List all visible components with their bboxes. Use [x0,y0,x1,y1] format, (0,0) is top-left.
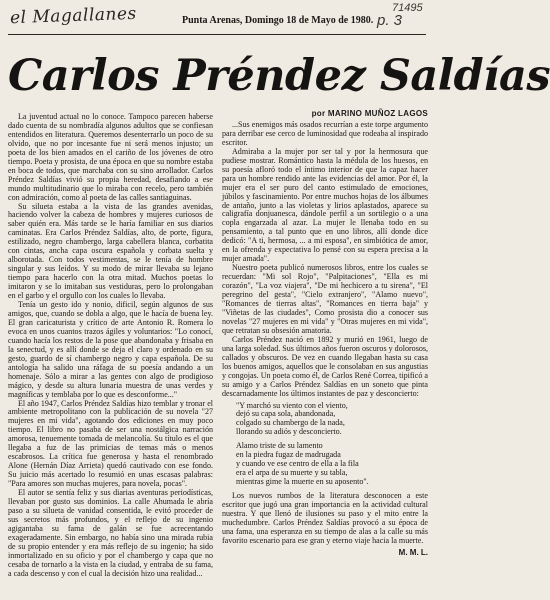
handwritten-archive-code: 71495 [392,2,423,14]
article-column-left [8,113,213,595]
paragraph: La juventud actual no lo conoce. Tampoco parecen haberse dado cuenta de su nombradía algunos adultos que se confiesan entendidos en literatura. Queremos desenterrarlo un poco de su olvido, que no por incesante fue ni será menos injusto; un poeta de los bien amados en el cariño de los jóvenes de otro tiempo. Poeta y prosista, de una época en que su nombre estaba en boca de todos, que marchaba con su sino arrollador. Carlos Préndez Saldías vivió su propia heredad, desafiando a ese mundo multitudinario que lo miraba con recelo, pero también con admiración, como al poeta de las calles santiaguinas. [8,112,213,202]
paragraph: ...Sus enemigos más osados recurrían a este torpe argumento para derribar ese cerco de luminosidad que rodeaba al inspirado escritor. [222,119,428,147]
paragraph: Su silueta estaba a la vista de las grandes avenidas, haciendo volver la cabeza de hombres y mujeres curiosos de saber quién era. Más tarde se le haría familiar en sus diarios caminatas. Era Carlos Préndez Saldías, alto, de porte, figura, estilizado, negro chambergo, larga cabellera blanca, corbatita con cintas, ancha capa oscura española y corbata suelta y alborotada. Con todos vestimentas, se le tenía de hombre singular y sus leídos. Y su modo de mirar llevaba su lejano tiempo para hacerlo con la otra mitad. Muchos poetas lo imitaron y se lo imitaban sus vestiduras, pero lo prolongaban en el garbo y el orgullo con los cuales lo llevaba. [8,201,213,301]
article-headline: Carlos Préndez Saldías [8,51,550,101]
sonnet-line: "Y marchó su viento con el viento, [236,400,348,410]
sonnet-line: colgado su chambergo de la nada, [236,418,345,428]
paragraph: El autor se sentía feliz y sus diarias aventuras periodísticas, llevaban por gusto sus dominios. La calle Ahumada le abría paso a su silueta de vanidad consentida, le evitó proceder de sus secretos más profundos, y el reflejo de su ingenio agigantaba su fama de galán se fue acrecentando exageradamente. Sin embargo, no había sino una mirada rubia de su propio entender y era más reflejo de su ingenio; ha sido inmortalizado en su oficio y por el chambergo y capa que no cesaba de tornarlo a la vista en la ciudad, y entraba de su fama, a cada descenso y con el cual la decisión hizo una realidad... [8,488,213,578]
handwritten-page-mark: p. 3 [377,12,403,29]
sonnet-line: y cuando ve ese centro de ella a la fila [236,459,359,469]
masthead: el Magallanes [9,3,138,29]
paragraph: Admiraba a la mujer por ser tal y por la hermosura que pudiese mostrar. Romántico hasta la médula de los huesos, en su poesía afloró todo el íntimo interior de que la capaz hacer para un hombre rendido ante las evidencias del amor. Por él, la mujer era el ser puro del canto estimulado de emociones, júbilos y fascinamiento. Por entre muchos hojas de los álbumes de antaño, junto a las violetas y lirios aplastados, aparece su caligrafía donjuanesca, dándole perfil a un sortilegio o a una copla engarzada al azar. La mujer le llenaba todo en su pensamiento, a tal punto que en uno libros, allí donde dice dedicó: "A ti, hermosa, ... a mi esposa", en simbiótica de amor, en la ofrenda y expectativa lo pensé con su espera precisa a la mujer amada". [222,146,428,264]
sonnet-stanza [236,442,428,487]
paragraph: Carlos Préndez nació en 1892 y murió en 1961, luego de una larga soledad. Sus últimos años fueron oscuros y dolorosos, callados y obscuros. De vez en cuando llegaban hasta su casa los buenos amigos, aquellos que le consolaban en sus angustias y congojas. Un poeta como él, de Carlos René Correa, tipificó a su amigo y a Carlos Préndez Saldías en un soneto que pinta descarnadamente los últimos instantes de paz y desconcierto: [222,334,428,398]
sonnet-line: Alamo triste de su lamento [236,441,323,451]
paragraph: Los nuevos rumbos de la literatura desconocen a este escritor que jugó una gran importancia en la actividad cultural nuestra. Y que llenó de ilusiones su paso y el mito entre la muchedumbre. Carlos Préndez Saldías provocó a su época de una fama, una esperanza en su tiempo de alas a la calle su más favorito escenario para ese gran y eterno viaje hacia la muerte. [222,491,428,545]
paragraph: Tenía un gesto ido y nonio, dificil, según algunos de sus amigos, que, cuando se dobla a algo, que le hacía de buena ley. El gran caricaturista y crítico de arte Antonio R. Romera lo evoca en unos cuantos trazos ágiles y voluntarios: "Lo conocí, cuando hacía los restos de la pose que abandonaba y frisaba en la senectud, y es allí donde se deja el claro y ordenado en su gesto, guardo de sí chambergo negro y capa española. De su antología ha salido una ráfaga de su poesía andando a un homenaje. Sólo a mirar a las gentes con algo de prodigioso mágico, y desde su altura lunaria muestra de unas verdes y magníficas y temblaba por lo que es desconforme..." [8,300,213,399]
header-rule [8,34,426,35]
sonnet-line: mientras gime la muerte en su aposento". [236,477,369,487]
paragraph: El año 1947, Carlos Préndez Saldías hizo temblar y tronar el ambiente metropolitano con la publicación de su novela "27 mujeres en mi vida", agotando dos ediciones en muy poco tiempo. El libro no pasaba de ser una nostálgica narración amorosa, tenuemente tomada de melancolía. Su título es el que llegaba a fuz de las primicias de temas más o menos escabrosos. La crítica fue generosa y hasta el renombrado Alone (Hernán Díaz Arrieta) quedó cautivado con ese fondo. Su juicio más acertado lo resumió en unas escasas palabras: "Para amores son muchas mujeres, para novela, pocas". [8,398,213,489]
quoted-sonnet [236,402,428,488]
sonnet-line: llorando su adiós y desconcierto. [236,427,342,437]
article-column-right [222,110,428,595]
paragraph: Nuestro poeta publicó numerosos libros, entre los cuales se recuerdan: "Mi sol Rojo", "Palpitaciones", "Ella es mi corazón", "La voz viajera", "De mi hechicero a tu sirena", "El peregrino del gesta", "Cielo extranjero", "Alamo nuevo", "Romances de tierras altas", "Romances en tierra baja" y "Viñetas de las ciudades", Como prosista dio a conocer sus novelas "27 mujeres en mi vida" y "Otras mujeres en mi vida", que retratan su obsesión amatoria. [222,263,428,335]
sonnet-line: en la piedra fugaz de madrugada [236,450,341,460]
author-initials: M. M. L. [398,547,428,557]
sonnet-stanza [236,402,428,438]
byline: por MARINO MUÑOZ LAGOS [311,109,428,118]
sonnet-line: dejó su capa sola, abandonada, [236,409,336,419]
sonnet-line: era el arpa de su muerte y su tabla, [236,468,348,478]
dateline: Punta Arenas, Domingo 18 de Mayo de 1980. [182,15,374,26]
newspaper-header [6,4,428,34]
